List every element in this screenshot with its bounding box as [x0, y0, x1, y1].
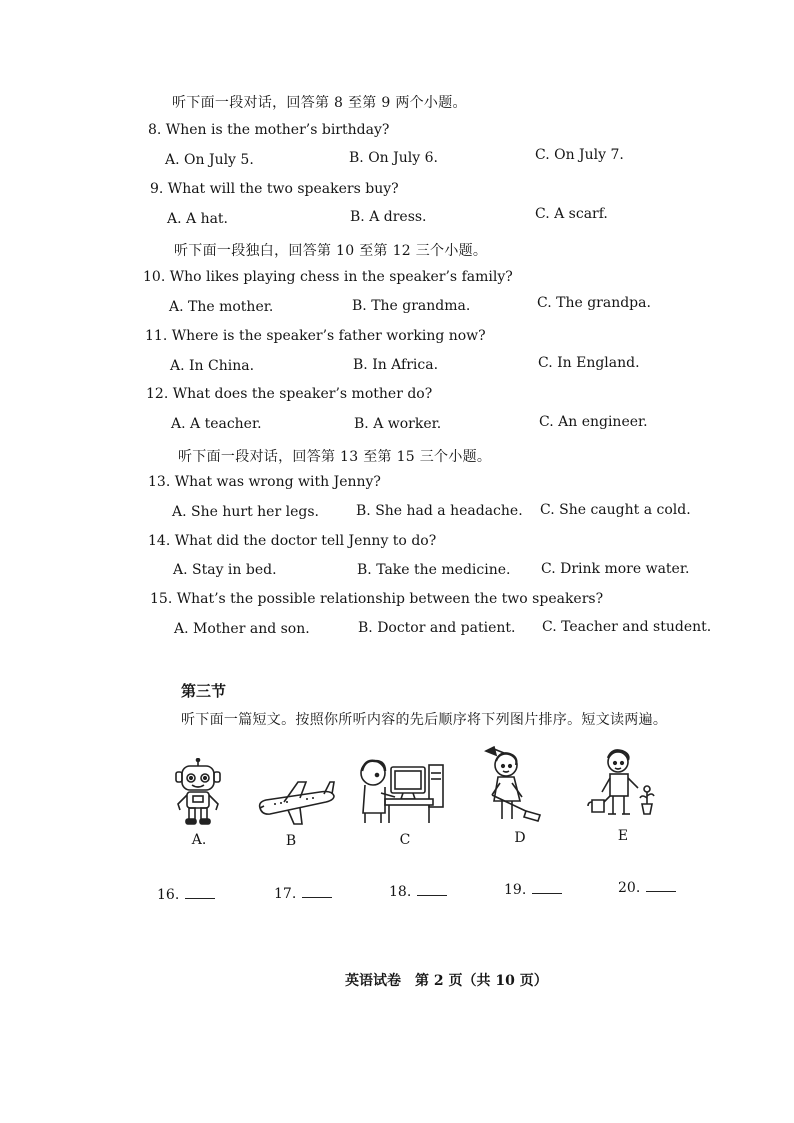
- question-11-option-b: B. In Africa.: [353, 357, 439, 373]
- girl-sweeping-icon: [482, 745, 544, 823]
- answer-blank-20[interactable]: [618, 880, 676, 896]
- question-15-option-c: C. Teacher and student.: [542, 619, 712, 635]
- blank-line[interactable]: [185, 898, 215, 899]
- question-12-option-a: A. A teacher.: [171, 416, 262, 432]
- question-10-stem: 10. Who likes playing chess in the speaker’s family?: [143, 269, 513, 285]
- question-15-stem: 15. What’s the possible relationship between the two speakers?: [150, 591, 604, 607]
- computer-user-icon: [355, 755, 447, 825]
- instruction-q13-15: 听下面一段对话，回答第 13 至第 15 三个小题。: [178, 449, 492, 465]
- picture-label-c: C: [399, 832, 411, 848]
- question-14-option-c: C. Drink more water.: [541, 561, 690, 577]
- question-14-option-a: A. Stay in bed.: [173, 562, 277, 578]
- question-10-option-b: B. The grandma.: [352, 298, 471, 314]
- picture-label-b: B: [285, 833, 297, 849]
- blank-line[interactable]: [302, 897, 332, 898]
- question-8-stem: 8. When is the mother’s birthday?: [148, 122, 390, 138]
- blank-line[interactable]: [646, 891, 676, 892]
- blank-number: 20.: [618, 880, 641, 896]
- instruction-q10-12: 听下面一段独白，回答第 10 至第 12 三个小题。: [174, 243, 488, 259]
- question-13-stem: 13. What was wrong with Jenny?: [148, 474, 381, 490]
- question-9-option-c: C. A scarf.: [535, 206, 608, 222]
- blank-number: 18.: [389, 884, 412, 900]
- question-9-stem: 9. What will the two speakers buy?: [150, 181, 399, 197]
- section-3-title: 第三节: [181, 682, 227, 700]
- question-12-option-c: C. An engineer.: [539, 414, 648, 430]
- blank-number: 17.: [274, 886, 297, 902]
- answer-blank-18[interactable]: [389, 884, 447, 900]
- blank-line[interactable]: [532, 893, 562, 894]
- question-11-option-a: A. In China.: [170, 358, 255, 374]
- question-8-option-b: B. On July 6.: [349, 150, 438, 166]
- question-13-option-c: C. She caught a cold.: [540, 502, 691, 518]
- airplane-icon: [254, 778, 336, 826]
- blank-line[interactable]: [417, 895, 447, 896]
- question-8-option-a: A. On July 5.: [165, 152, 254, 168]
- question-10-option-c: C. The grandpa.: [537, 295, 651, 311]
- section-3-instruction: 听下面一篇短文。按照你所听内容的先后顺序将下列图片排序。短文读两遍。: [181, 712, 668, 728]
- question-8-option-c: C. On July 7.: [535, 147, 624, 163]
- boy-watering-plant-icon: [586, 748, 658, 822]
- instruction-q8-9: 听下面一段对话，回答第 8 至第 9 两个小题。: [172, 95, 467, 111]
- answer-blank-16[interactable]: [157, 887, 215, 903]
- question-12-option-b: B. A worker.: [354, 416, 442, 432]
- question-14-option-b: B. Take the medicine.: [357, 562, 511, 578]
- question-13-option-b: B. She had a headache.: [356, 503, 523, 519]
- question-14-stem: 14. What did the doctor tell Jenny to do?: [148, 533, 437, 549]
- question-13-option-a: A. She hurt her legs.: [172, 504, 319, 520]
- picture-label-a: A.: [191, 832, 207, 848]
- blank-number: 16.: [157, 887, 180, 903]
- question-11-option-c: C. In England.: [538, 355, 640, 371]
- question-10-option-a: A. The mother.: [169, 299, 274, 315]
- robot-icon: [172, 758, 224, 826]
- page-footer: 英语试卷 第 2 页（共 10 页）: [345, 973, 548, 989]
- picture-label-d: D: [514, 830, 526, 846]
- question-11-stem: 11. Where is the speaker’s father working now?: [145, 328, 486, 344]
- answer-blank-17[interactable]: [274, 886, 332, 902]
- blank-number: 19.: [504, 882, 527, 898]
- question-15-option-b: B. Doctor and patient.: [358, 620, 516, 636]
- question-15-option-a: A. Mother and son.: [174, 621, 310, 637]
- answer-blank-19[interactable]: [504, 882, 562, 898]
- picture-label-e: E: [617, 828, 629, 844]
- question-12-stem: 12. What does the speaker’s mother do?: [146, 386, 433, 402]
- question-9-option-a: A. A hat.: [167, 211, 229, 227]
- question-9-option-b: B. A dress.: [350, 209, 427, 225]
